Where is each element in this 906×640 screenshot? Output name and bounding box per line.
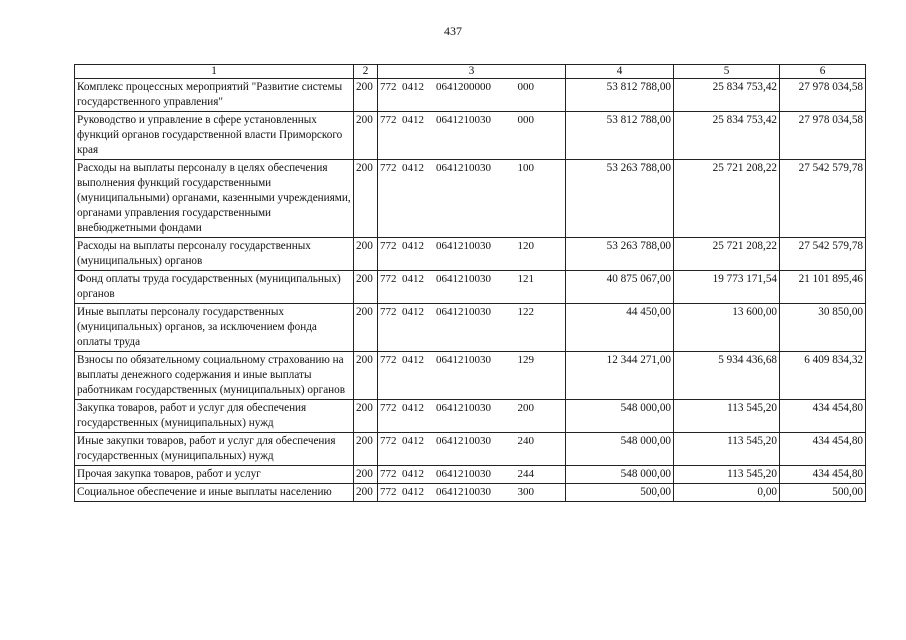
row-col-2: 200 [354, 112, 378, 160]
row-col-2: 200 [354, 400, 378, 433]
table-row [75, 271, 866, 304]
row-code-vr: 000 [517, 81, 534, 93]
header-col-5: 5 [674, 65, 780, 79]
row-value-col-6: 30 850,00 [780, 304, 866, 352]
table-row [75, 484, 866, 502]
row-code-adm: 772 [380, 468, 397, 480]
row-code-rz: 0412 [402, 240, 424, 252]
row-name: Иные выплаты персоналу государственных (муниципальных) органов, за исключением фонда оплаты труда [75, 304, 354, 352]
row-code-adm: 772 [380, 306, 397, 318]
row-code-csr: 0641200000 [436, 81, 491, 93]
table-row [75, 238, 866, 271]
row-name: Расходы на выплаты персоналу государственных (муниципальных) органов [75, 238, 354, 271]
row-code-rz: 0412 [402, 486, 424, 498]
row-code [378, 238, 566, 271]
row-value-col-5: 25 834 753,42 [674, 112, 780, 160]
row-value-col-4: 548 000,00 [566, 400, 674, 433]
row-code-csr: 0641210030 [436, 354, 491, 366]
row-col-2: 200 [354, 238, 378, 271]
header-col-1: 1 [75, 65, 354, 79]
row-code-adm: 772 [380, 435, 397, 447]
row-code-csr: 0641210030 [436, 306, 491, 318]
row-name: Комплекс процессных мероприятий "Развитие системы государственного управления" [75, 79, 354, 112]
header-col-4: 4 [566, 65, 674, 79]
table-row [75, 352, 866, 400]
row-col-2: 200 [354, 304, 378, 352]
row-name: Закупка товаров, работ и услуг для обеспечения государственных (муниципальных) нужд [75, 400, 354, 433]
row-col-2: 200 [354, 160, 378, 238]
table-row [75, 79, 866, 112]
row-value-col-4: 53 263 788,00 [566, 160, 674, 238]
row-code-adm: 772 [380, 273, 397, 285]
row-col-2: 200 [354, 352, 378, 400]
row-code-vr: 100 [517, 162, 534, 174]
row-value-col-6: 27 978 034,58 [780, 112, 866, 160]
row-col-2: 200 [354, 433, 378, 466]
row-code-csr: 0641210030 [436, 402, 491, 414]
row-value-col-5: 5 934 436,68 [674, 352, 780, 400]
row-name: Расходы на выплаты персоналу в целях обеспечения выполнения функций государственными (муниципальными) органами, казенными учреждениями, органами управления государственными внебюджетными фондами [75, 160, 354, 238]
row-code [378, 112, 566, 160]
row-value-col-4: 53 263 788,00 [566, 238, 674, 271]
row-code-vr: 244 [517, 468, 534, 480]
row-name: Взносы по обязательному социальному страхованию на выплаты денежного содержания и иные выплаты работникам государственных (муниципальных) органов [75, 352, 354, 400]
row-code-rz: 0412 [402, 273, 424, 285]
row-col-2: 200 [354, 79, 378, 112]
row-value-col-5: 25 721 208,22 [674, 160, 780, 238]
row-name: Социальное обеспечение и иные выплаты населению [75, 484, 354, 502]
row-code-adm: 772 [380, 354, 397, 366]
row-code-vr: 300 [517, 486, 534, 498]
row-value-col-4: 548 000,00 [566, 466, 674, 484]
row-code-adm: 772 [380, 486, 397, 498]
row-code-vr: 121 [517, 273, 534, 285]
row-value-col-6: 500,00 [780, 484, 866, 502]
header-col-2: 2 [354, 65, 378, 79]
row-value-col-5: 113 545,20 [674, 433, 780, 466]
row-value-col-4: 500,00 [566, 484, 674, 502]
page-number: 437 [444, 24, 462, 38]
row-value-col-5: 19 773 171,54 [674, 271, 780, 304]
row-name: Иные закупки товаров, работ и услуг для обеспечения государственных (муниципальных) нужд [75, 433, 354, 466]
row-value-col-6: 434 454,80 [780, 400, 866, 433]
header-col-3: 3 [378, 65, 566, 79]
row-code-vr: 200 [517, 402, 534, 414]
row-code-csr: 0641210030 [436, 114, 491, 126]
row-code-rz: 0412 [402, 81, 424, 93]
table-body [75, 79, 866, 502]
row-value-col-5: 113 545,20 [674, 466, 780, 484]
row-name: Фонд оплаты труда государственных (муниципальных) органов [75, 271, 354, 304]
row-name: Руководство и управление в сфере установленных функций органов государственной власти Приморского края [75, 112, 354, 160]
table-row [75, 112, 866, 160]
header-col-6: 6 [780, 65, 866, 79]
table-row [75, 304, 866, 352]
row-code-vr: 120 [517, 240, 534, 252]
row-code [378, 484, 566, 502]
row-value-col-4: 548 000,00 [566, 433, 674, 466]
table-row [75, 400, 866, 433]
row-value-col-5: 113 545,20 [674, 400, 780, 433]
row-code-vr: 129 [517, 354, 534, 366]
row-value-col-6: 434 454,80 [780, 433, 866, 466]
row-code-rz: 0412 [402, 354, 424, 366]
row-code-vr: 240 [517, 435, 534, 447]
row-value-col-5: 0,00 [674, 484, 780, 502]
row-value-col-4: 12 344 271,00 [566, 352, 674, 400]
row-value-col-6: 6 409 834,32 [780, 352, 866, 400]
row-code-rz: 0412 [402, 468, 424, 480]
row-value-col-4: 53 812 788,00 [566, 79, 674, 112]
row-col-2: 200 [354, 271, 378, 304]
row-code [378, 466, 566, 484]
row-code [378, 352, 566, 400]
row-value-col-6: 21 101 895,46 [780, 271, 866, 304]
row-value-col-5: 25 834 753,42 [674, 79, 780, 112]
row-code-rz: 0412 [402, 162, 424, 174]
row-code [378, 400, 566, 433]
row-code-csr: 0641210030 [436, 162, 491, 174]
row-col-2: 200 [354, 466, 378, 484]
row-code-adm: 772 [380, 402, 397, 414]
row-code-csr: 0641210030 [436, 435, 491, 447]
row-code-vr: 122 [517, 306, 534, 318]
row-value-col-6: 434 454,80 [780, 466, 866, 484]
row-code [378, 160, 566, 238]
row-value-col-4: 53 812 788,00 [566, 112, 674, 160]
row-code [378, 79, 566, 112]
row-value-col-6: 27 542 579,78 [780, 160, 866, 238]
row-code [378, 433, 566, 466]
row-value-col-6: 27 978 034,58 [780, 79, 866, 112]
row-code-adm: 772 [380, 81, 397, 93]
row-code-rz: 0412 [402, 435, 424, 447]
row-code-csr: 0641210030 [436, 273, 491, 285]
row-col-2: 200 [354, 484, 378, 502]
row-code [378, 304, 566, 352]
budget-table [74, 64, 866, 502]
row-value-col-5: 13 600,00 [674, 304, 780, 352]
row-value-col-4: 40 875 067,00 [566, 271, 674, 304]
row-code-rz: 0412 [402, 114, 424, 126]
table-row [75, 160, 866, 238]
row-code [378, 271, 566, 304]
table-row [75, 433, 866, 466]
table-header-row [75, 65, 866, 79]
row-name: Прочая закупка товаров, работ и услуг [75, 466, 354, 484]
row-code-rz: 0412 [402, 402, 424, 414]
row-code-adm: 772 [380, 240, 397, 252]
row-value-col-6: 27 542 579,78 [780, 238, 866, 271]
row-code-adm: 772 [380, 114, 397, 126]
row-code-adm: 772 [380, 162, 397, 174]
table-row [75, 466, 866, 484]
row-code-vr: 000 [517, 114, 534, 126]
row-value-col-4: 44 450,00 [566, 304, 674, 352]
row-code-csr: 0641210030 [436, 468, 491, 480]
row-code-rz: 0412 [402, 306, 424, 318]
row-code-csr: 0641210030 [436, 240, 491, 252]
row-code-csr: 0641210030 [436, 486, 491, 498]
row-value-col-5: 25 721 208,22 [674, 238, 780, 271]
